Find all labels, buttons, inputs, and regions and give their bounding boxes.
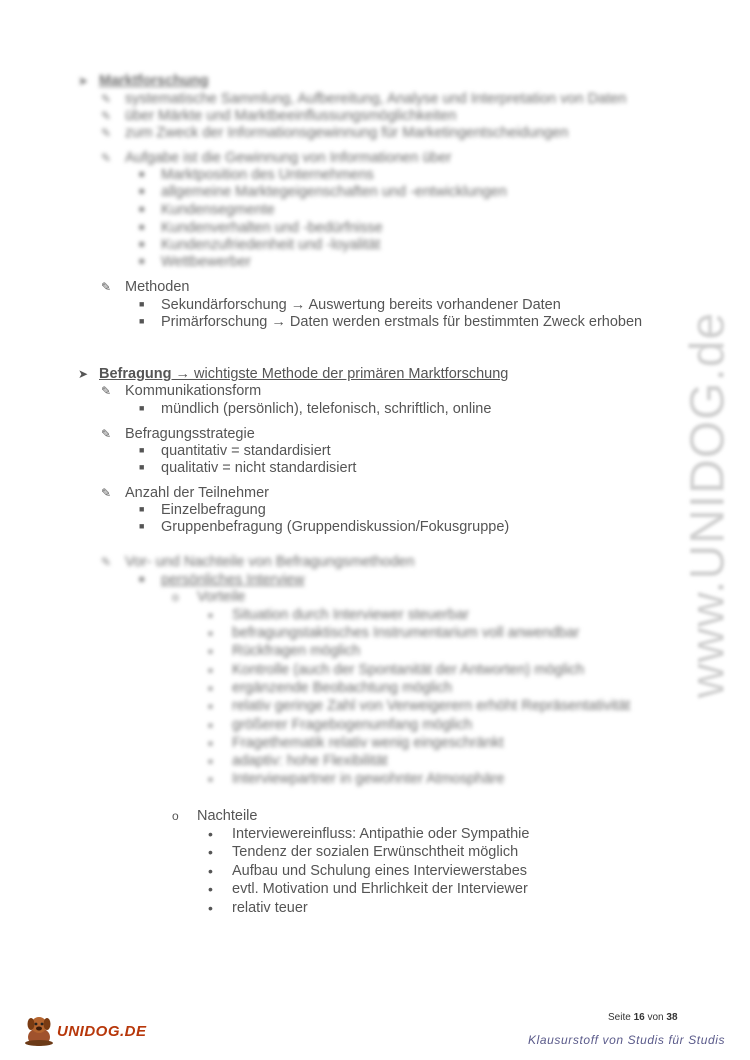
circle-bullet-icon: o [172,590,179,604]
page-total: 38 [666,1012,678,1023]
square-bullet-icon: ■ [139,239,145,249]
square-bullet-icon: ■ [139,186,145,196]
page-number: Seite 16 von 38 [608,1012,678,1023]
pen-bullet-icon: ✎ [101,109,112,123]
dot-bullet-icon: • [208,717,213,733]
dog-icon [22,1013,58,1049]
dot-bullet-icon: • [208,735,213,751]
arrow-bullet-icon: ➤ [78,74,89,88]
dot-bullet-icon: • [208,680,213,696]
section-title: Marktforschung [99,73,209,89]
arrow-bullet-icon: ➤ [78,367,89,381]
footer-slogan: Klausurstoff von Studis für Studis [528,1033,726,1047]
dot-bullet-icon: • [208,826,213,842]
dot-bullet-icon: • [208,643,213,659]
square-bullet-icon: ■ [139,403,145,413]
befragung-title: Befragung [99,366,172,382]
document-page: ➤ Marktforschung ✎ systematische Sammlung, Aufbereitung, Analyse und Interpretation von Daten ✎ über Märkte und Marktbeeinflussungsmöglichkeiten ✎ zum Zweck der Informationsgewinnung für Marketingentscheidungen ✎ Aufgabe ist die Gewinnung von Informationen über ■ Marktposition des Unternehmens ■ allgemeine Marktegeigenschaften und -entwicklungen ■ Kundensegmente ■ Kundenverhalten und -bedürfnisse ■ Kundenzufriedenheit und -loyalität ■ Wettbewerber ✎ Methoden ■ Sekundärforschung → Auswertung bereits vorhandener Daten ■ Primärforschung → Daten werden erstmals für bestimmten Zweck erhoben ➤ Befragung → wichtigste Methode der primären Marktforschung ✎ Kommunikationsform ■ mündlich (persönlich), telefonisch, schriftlich, online ✎ Befragungsstrategie ■ quantitativ = standardisiert ■ qualitativ = nicht standardisiert ✎ Anzahl der Teilnehmer ■ Einzelbefragung ■ Gruppenbefragung (Gruppendiskussion/Fokusgruppe) ✎ Vor- und Nachteile von Befragungsmethoden ■ persönliches Interview o Vorteile • Situation durch Interviewer steuerbar • befragungstaktisches Instrumentarium voll anwendbar • Rückfragen möglich • Kontrolle (auch der Spontanität der Antworten) möglich • ergänzende Beobachtung möglich • relativ geringe Zahl von Verweigerern erhöht Repräsentativität • größerer Fragebogenumfang möglich • Fragethematik relativ wenig eingeschränkt • adaptiv: hohe Flexibilität • Interviewpartner in gewohnter Atmosphäre o Nachteile • Interviewereinfluss: Antipathie oder Sympathie • Tendenz der sozialen Erwünschtheit möglich • Aufbau und Schulung eines Interviewerstabes • evtl. Motivation und Ehrlichkeit der Interviewer • relativ teuer www.UNIDOG.de Seite 16 von 38 Klausurstoff von Studis für Studis UNIDOG.DE [0,0,750,1060]
square-bullet-icon: ■ [139,169,145,179]
square-bullet-icon: ■ [139,256,145,266]
pen-bullet-icon: ✎ [101,486,112,500]
square-bullet-icon: ■ [139,574,145,584]
pen-bullet-icon: ✎ [101,280,112,294]
pen-bullet-icon: ✎ [101,384,112,398]
dot-bullet-icon: • [208,771,213,787]
dot-bullet-icon: • [208,863,213,879]
square-bullet-icon: ■ [139,222,145,232]
square-bullet-icon: ■ [139,504,145,514]
dot-bullet-icon: • [208,753,213,769]
dot-bullet-icon: • [208,662,213,678]
pen-bullet-icon: ✎ [101,151,112,165]
dot-bullet-icon: • [208,844,213,860]
square-bullet-icon: ■ [139,316,145,326]
dot-bullet-icon: • [208,698,213,714]
pen-bullet-icon: ✎ [101,427,112,441]
unidog-logo [22,1013,152,1049]
dot-bullet-icon: • [208,881,213,897]
pen-bullet-icon: ✎ [101,92,112,106]
square-bullet-icon: ■ [139,445,145,455]
page-current: 16 [633,1012,645,1023]
watermark [648,270,750,740]
logo-text: UNIDOG.DE [57,1023,147,1040]
square-bullet-icon: ■ [139,299,145,309]
square-bullet-icon: ■ [139,462,145,472]
watermark-text: www.UNIDOG.de [681,311,735,699]
square-bullet-icon: ■ [139,521,145,531]
dot-bullet-icon: • [208,607,213,623]
dot-bullet-icon: • [208,625,213,641]
dot-bullet-icon: • [208,900,213,916]
square-bullet-icon: ■ [139,204,145,214]
befragung-subtitle: → wichtigste Methode der primären Marktforschung [171,366,509,382]
pen-bullet-icon: ✎ [101,555,112,569]
pen-bullet-icon: ✎ [101,126,112,140]
circle-bullet-icon: o [172,809,179,823]
